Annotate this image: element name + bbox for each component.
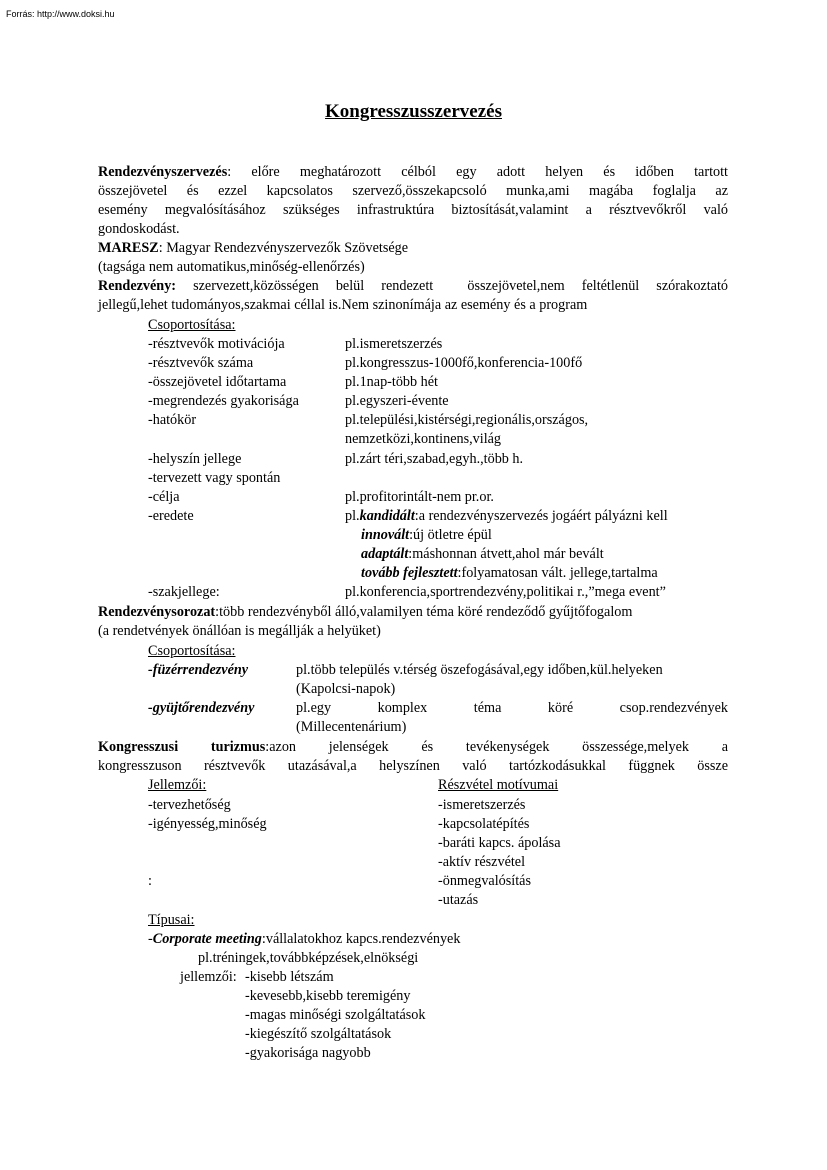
grouping1-label: -célja <box>148 489 180 505</box>
grouping2-value: pl.egy komplex téma köré csop.rendezvények <box>296 700 728 716</box>
grouping2-value: pl.több település v.térség öszefogásával,egy időben,kül.helyeken <box>296 662 663 678</box>
grouping1-heading: Csoportosítása: <box>148 317 236 333</box>
tipusai-heading: Típusai: <box>148 912 195 928</box>
grouping1-value: pl.1nap-több hét <box>345 374 438 390</box>
grouping2-note: (Kapolcsi-napok) <box>296 681 396 697</box>
motivum-item: -kapcsolatépítés <box>438 816 530 832</box>
grouping1-value: pl.konferencia,sportrendezvény,politikai r.,”mega event” <box>345 584 666 600</box>
grouping1-label: -résztvevők száma <box>148 355 254 371</box>
jellemzoi-item: : <box>148 873 152 889</box>
intro-line-2: összejövetel és ezzel kapcsolatos szervező,összekapcsoló munka,ami magába foglalja az <box>98 183 728 199</box>
intro-line-4: gondoskodást. <box>98 221 180 237</box>
corporate-feature: -gyakorisága nagyobb <box>245 1045 371 1061</box>
jellemzoi-item: -tervezhetőség <box>148 797 231 813</box>
intro-line-3: esemény megvalósításához szükséges infrastruktúra biztosítását,valamint a résztvevőkről való <box>98 202 728 218</box>
origin-term: tovább fejlesztett <box>361 565 458 581</box>
rendezveny-term: Rendezvény: <box>98 278 177 294</box>
sorozat-term: Rendezvénysorozat <box>98 604 216 620</box>
grouping2-note: (Millecentenárium) <box>296 719 407 735</box>
grouping1-label: -résztvevők motivációja <box>148 336 285 352</box>
motivum-item: -utazás <box>438 892 479 908</box>
jellemzoi-heading: Jellemzői: <box>148 777 207 793</box>
corporate-feature: -kiegészítő szolgáltatások <box>245 1026 392 1042</box>
origin-line: innovált:új ötletre épül <box>361 527 492 543</box>
grouping1-value: pl.települési,kistérségi,regionális,országos, <box>345 412 589 428</box>
maresz-term: MARESZ <box>98 240 159 256</box>
maresz-note: (tagsága nem automatikus,minőség-ellenőrzés) <box>98 259 365 275</box>
maresz-line: MARESZ: Magyar Rendezvényszervezők Szövetsége <box>98 240 409 256</box>
origin-line: pl.kandidált:a rendezvényszervezés jogáért pályázni kell <box>345 508 668 524</box>
origin-line: tovább fejlesztett:folyamatosan vált. jellege,tartalma <box>361 565 658 581</box>
grouping1-value: pl.kongresszus-1000fő,konferencia-100fő <box>345 355 583 371</box>
motivum-item: -önmegvalósítás <box>438 873 531 889</box>
grouping2-term: -füzérrendezvény <box>148 662 249 678</box>
grouping1-label: -hatókör <box>148 412 197 428</box>
grouping1-value: nemzetközi,kontinens,világ <box>345 431 502 447</box>
motivum-item: -baráti kapcs. ápolása <box>438 835 561 851</box>
origin-term: innovált <box>361 527 410 543</box>
grouping1-label: -tervezett vagy spontán <box>148 470 281 486</box>
corporate-examples: pl.tréningek,továbbképzések,elnökségi <box>198 950 419 966</box>
grouping1-label: -szakjellege: <box>148 584 220 600</box>
rendezveny-line-1: Rendezvény: szervezett,közösségen belül rendezett összejövetel,nem feltétlenül szórakoztató <box>98 278 728 294</box>
grouping1-value: pl.ismeretszerzés <box>345 336 443 352</box>
sorozat-line-1: Rendezvénysorozat:több rendezvényből álló,valamilyen téma köré rendeződő gyűjtőfogalom <box>98 604 633 620</box>
origin-term: kandidált <box>359 508 415 524</box>
motivum-item: -aktív részvétel <box>438 854 526 870</box>
sorozat-line-2: (a rendetvények önállóan is megállják a helyüket) <box>98 623 381 639</box>
grouping1-label: -eredete <box>148 508 194 524</box>
turizmus-line-1: Kongresszusi turizmus:azon jelenségek és tevékenységek összessége,melyek a <box>98 739 728 755</box>
grouping1-label: -összejövetel időtartama <box>148 374 287 390</box>
page-title: Kongresszusszervezés <box>325 101 502 122</box>
grouping1-value: pl.profitorintált-nem pr.or. <box>345 489 494 505</box>
corporate-line: -Corporate meeting:vállalatokhoz kapcs.rendezvények <box>148 931 461 947</box>
motivum-item: -ismeretszerzés <box>438 797 526 813</box>
corporate-term: Corporate meeting <box>152 931 262 947</box>
corporate-feature: -kisebb létszám <box>245 969 334 985</box>
jellemzoi-item: -igényesség,minőség <box>148 816 267 832</box>
corporate-feature: -kevesebb,kisebb teremigény <box>245 988 411 1004</box>
grouping1-value: pl.zárt téri,szabad,egyh.,több h. <box>345 451 524 467</box>
corporate-features-label: jellemzői: <box>180 969 237 985</box>
intro-term: Rendezvényszervezés <box>98 164 228 180</box>
grouping2-term: -gyüjtőrendezvény <box>148 700 255 716</box>
corporate-feature: -magas minőségi szolgáltatások <box>245 1007 426 1023</box>
grouping1-label: -megrendezés gyakorisága <box>148 393 299 409</box>
motivumok-heading: Részvétel motívumai <box>438 777 559 793</box>
grouping1-label: -helyszín jellege <box>148 451 242 467</box>
grouping2-heading: Csoportosítása: <box>148 643 236 659</box>
grouping1-value: pl.egyszeri-évente <box>345 393 449 409</box>
source-note: Forrás: http://www.doksi.hu <box>6 9 115 19</box>
origin-line: adaptált:máshonnan átvett,ahol már bevált <box>361 546 604 562</box>
origin-term: adaptált <box>361 546 409 562</box>
rendezveny-line-2: jellegű,lehet tudományos,szakmai céllal is.Nem szinonímája az esemény és a program <box>98 297 588 313</box>
turizmus-term: Kongresszusi turizmus <box>98 739 266 755</box>
intro-line-1: Rendezvényszervezés: előre meghatározott célból egy adott helyen és időben tartott <box>98 164 728 180</box>
turizmus-line-2: kongresszuson résztvevők utazásával,a helyszínen való tartózkodásukkal függnek össze <box>98 758 728 774</box>
